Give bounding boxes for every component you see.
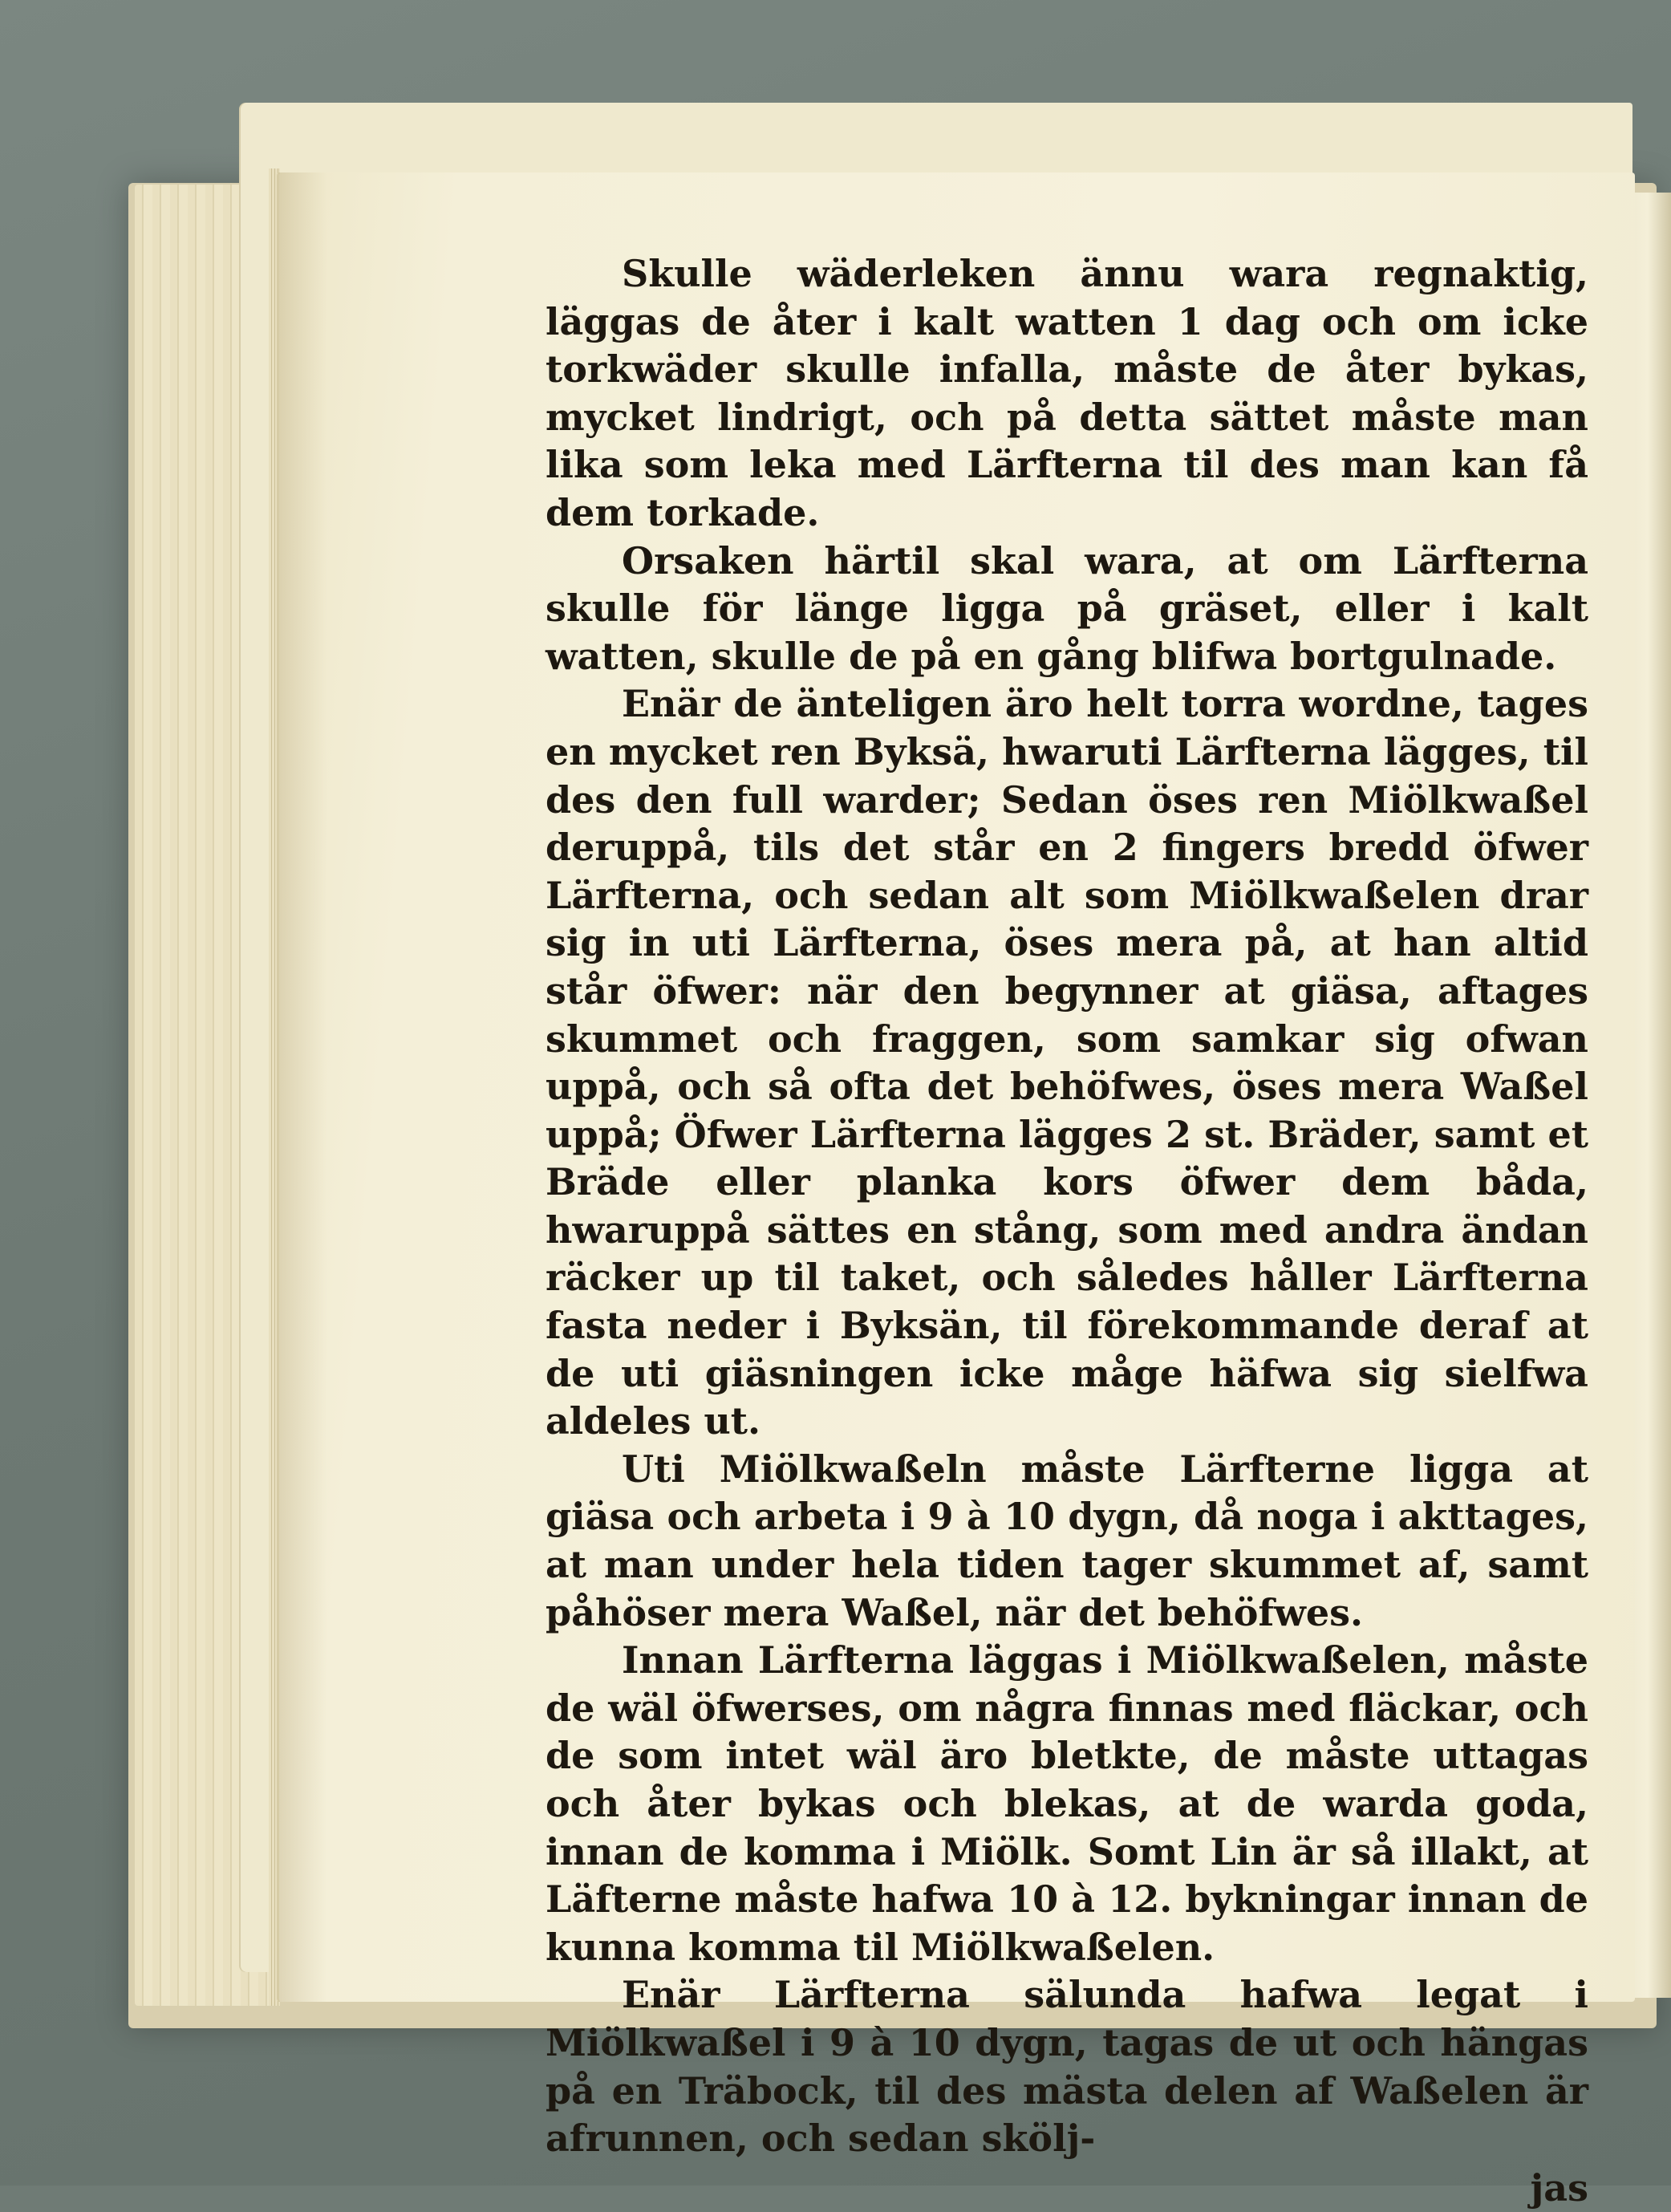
paragraph: Enär de änteligen äro helt torra wordne, tages en mycket ren Byksä, hwaruti Lärfterna lägges, til des den full warder; Sedan öses ren Miölkwaßel deruppå, tils det står en 2 fingers bredd öfwer Lärfterna, och sedan alt som Miölkwaßelen drar sig in uti Lärfterna, öses mera på, at han altid står öfwer: när den begynner at giäsa, aftages skummet och fraggen, som samkar sig ofwan uppå, och så ofta det behöfwes, öses mera Waßel uppå; Öfwer Lärfterna lägges 2 st. Bräder, samt et Bräde eller planka kors öfwer dem båda, hwaruppå sättes en stång, som med andra ändan räcker up til taket, och således håller Lärfterna fasta neder i Byksän, til förekommande deraf at de uti giäsningen icke måge häfwa sig sielfwa aldeles ut. [546,682,1588,1443]
paragraph: Uti Miölkwaßeln måste Lärfterne ligga at giäsa och arbeta i 9 à 10 dygn, då noga i akttages, at man under hela tiden tager skummet af, samt påhöser mera Waßel, när det behöfwes. [546,1447,1588,1634]
paragraph: Innan Lärfterna läggas i Miölkwaßelen, måste de wäl öfwerses, om några finnas med fläckar, och de som intet wäl äro bletkte, de måste uttagas och åter bykas och blekas, at de warda goda, innan de komma i Miölk. Somt Lin är så illakt, at Läfterne måste hafwa 10 à 12. bykningar innan de kunna komma til Miölkwaßelen. [546,1638,1588,1969]
paragraph: Orsaken härtil skal wara, at om Lärfterna skulle för länge ligga på gräset, eller i kalt watten, skulle de på en gång blifwa bortgulnade. [546,538,1588,678]
catchword: jas [1530,2165,1588,2210]
paragraph: Skulle wäderleken ännu wara regnaktig, läggas de åter i kalt watten 1 dag och om icke torkwäder skulle infalla, måste de åter bykas, mycket lindrigt, och på detta sättet måste man lika som leka med Lärfterna til des man kan få dem torkade. [546,252,1588,534]
page-text-block [546,250,1588,2212]
paragraph: Enär Lärfterna sälunda hafwa legat i Miölkwaßel i 9 à 10 dygn, tagas de ut och hängas på en Träbock, til des mästa delen af Waßelen är afrunnen, och sedan skölj- [546,1973,1588,2161]
